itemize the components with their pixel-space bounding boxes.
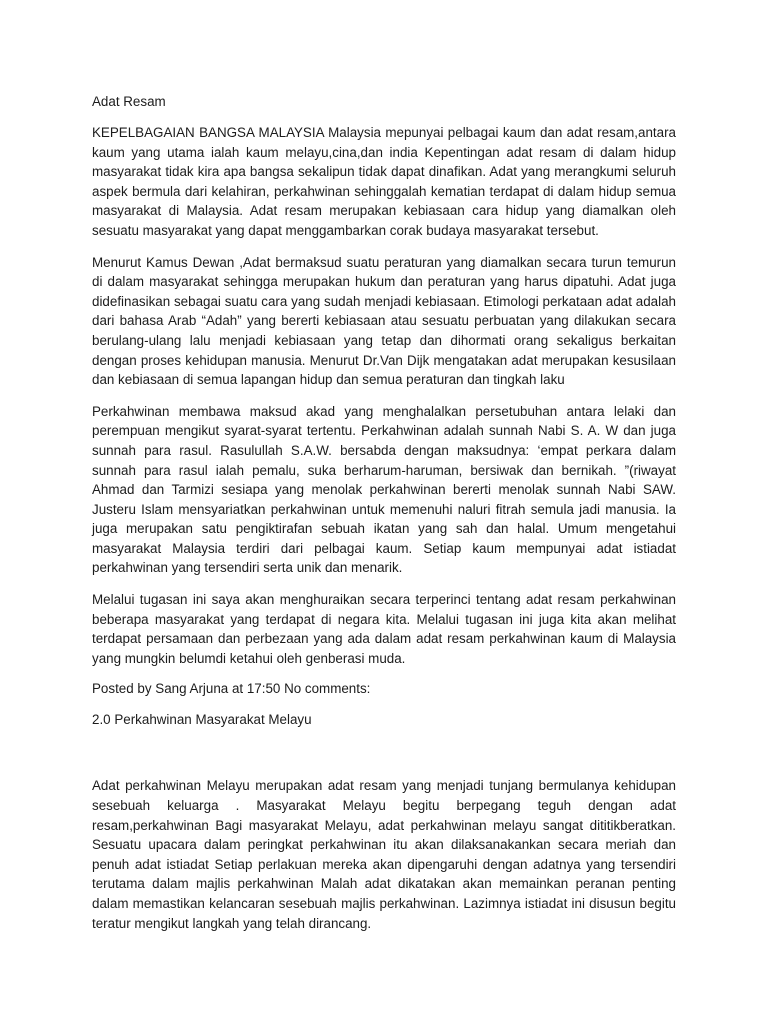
paragraph-assignment: Melalui tugasan ini saya akan menghuraikan secara terperinci tentang adat resam perkahwinan beberapa masyarakat yang terdapat di negara kita. Melalui tugasan ini juga kita akan melihat terdapat persamaan dan perbezaan yang ada dalam adat resam perkahwinan kaum di Malaysia yang mungkin belumdi ketahui oleh genberasi muda. [92, 592, 676, 666]
paragraph-malay-wedding: Adat perkahwinan Melayu merupakan adat resam yang menjadi tunjang bermulanya kehidupan sesebuah keluarga . Masyarakat Melayu begitu berpegang teguh dengan adat resam,perkahwinan Bagi masyarakat Melayu, adat perkahwinan melayu sangat dititikberatkan. Sesuatu upacara dalam peringkat perkahwinan itu akan dilaksanakankan secara meriah dan penuh adat istiadat Setiap perlakuan mereka akan dipengaruhi dengan adatnya yang tersendiri terutama dalam majlis perkahwinan Malah adat dikatakan akan memainkan peranan penting dalam memastikan kelancaran sesebuah majlis perkahwinan. Lazimnya istiadat ini disusun begitu teratur mengikut langkah yang telah dirancang. [92, 778, 676, 931]
paragraph-definition: Menurut Kamus Dewan ,Adat bermaksud suatu peraturan yang diamalkan secara turun temurun di dalam masyarakat sehingga merupakan hukum dan peraturan yang harus dipatuhi. Adat juga didefinasikan sebagai suatu cara yang sudah menjadi kebiasaan. Etimologi perkataan adat adalah dari bahasa Arab “Adah” yang bererti kebiasaan atau sesuatu perbuatan yang dilakukan secara berulang-ulang lalu menjadi kebiasaan yang tetap dan dihormati orang sekaligus berkaitan dengan proses kehidupan manusia. Menurut Dr.Van Dijk mengatakan adat merupakan kesusilaan dan kebiasaan di semua lapangan hidup dan semua peraturan dan tingkah laku [92, 254, 676, 388]
posted-by-line: Posted by Sang Arjuna at 17:50 No comments: [92, 681, 371, 697]
section-heading: 2.0 Perkahwinan Masyarakat Melayu [92, 712, 312, 728]
paragraph-intro: KEPELBAGAIAN BANGSA MALAYSIA Malaysia mepunyai pelbagai kaum dan adat resam,antara kaum yang utama ialah kaum melayu,cina,dan india Kepentingan adat resam di dalam hidup masyarakat tidak kira apa bangsa sekalipun tidak dapat dinafikan. Adat yang merangkumi seluruh aspek bermula dari kelahiran, perkahwinan sehinggalah kematian terdapat di dalam hidup semua masyarakat di Malaysia. Adat resam merupakan kebiasaan cara hidup yang diamalkan oleh sesuatu masyarakat yang dapat menggambarkan corak budaya masyarakat tersebut. [92, 125, 676, 238]
paragraph-marriage: Perkahwinan membawa maksud akad yang menghalalkan persetubuhan antara lelaki dan perempuan mengikut syarat-syarat tertentu. Perkahwinan adalah sunnah Nabi S. A. W dan juga sunnah para rasul. Rasulullah S.A.W. bersabda dengan maksudnya: ‘empat perkara dalam sunnah para rasul ialah pemalu, suka berharum-haruman, bersiwak dan bernikah. ”(riwayat Ahmad dan Tarmizi sesiapa yang menolak perkahwinan bererti menolak sunnah Nabi SAW. Justeru Islam mensyariatkan perkahwinan untuk memenuhi naluri fitrah semula jadi manusia. Ia juga merupakan satu pengiktirafan sebuah ikatan yang sah dan halal. Umum mengetahui masyarakat Malaysia terdiri dari pelbagai kaum. Setiap kaum mempunyai adat istiadat perkahwinan yang tersendiri serta unik dan menarik. [92, 403, 676, 576]
document-title: Adat Resam [92, 94, 166, 109]
